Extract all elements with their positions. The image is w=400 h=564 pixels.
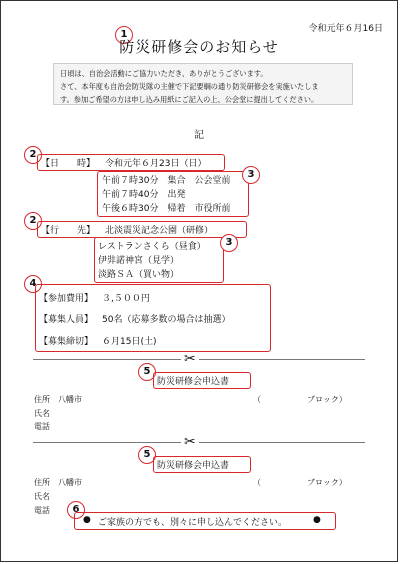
- date-value: 令和元年６月23日（日）: [105, 159, 207, 169]
- notice-bullet-right-icon: ●: [313, 515, 321, 525]
- form-2-block-label: ブロック）: [307, 478, 347, 487]
- deadline-value: ６月15日(土): [102, 337, 157, 347]
- form-1-block-label: ブロック）: [307, 395, 347, 404]
- issue-date: 令和元年６月16日: [308, 24, 383, 34]
- destination-item-2: 伊弉諾神宮（見学）: [98, 256, 180, 266]
- marker-1: 1: [115, 26, 133, 44]
- intro-box: [53, 63, 353, 105]
- time-item-3: 午後６時30分 帰着 市役所前: [102, 204, 231, 214]
- form-1-title: 防災研修会申込書: [157, 377, 230, 387]
- form-2-address-label: 住所: [34, 478, 50, 487]
- cut-line-1: [33, 359, 365, 360]
- marker-4: 4: [24, 275, 42, 293]
- form-2-title: 防災研修会申込書: [157, 461, 230, 471]
- scissors-icon: ✂: [181, 352, 199, 366]
- form-1-name-label: 氏名: [34, 409, 50, 418]
- marker-5-form-2: 5: [138, 446, 156, 464]
- form-1-address-label: 住所: [34, 395, 50, 404]
- cut-line-2: [33, 442, 365, 443]
- notice-bullet-left-icon: ●: [83, 515, 91, 525]
- form-2-address-value: 八幡市: [58, 478, 82, 487]
- destination-label: 【行 先】: [41, 226, 96, 236]
- scissors-icon: ✂: [181, 435, 199, 449]
- destination-item-3: 淡路ＳＡ（買い物）: [98, 270, 180, 280]
- date-label: 【日 時】: [41, 159, 96, 169]
- intro-line-1: 日頃は、自治会活動にご協力いただき、ありがとうございます。: [60, 69, 268, 78]
- form-2-name-label: 氏名: [34, 492, 50, 501]
- form-2-block-open: （: [253, 478, 261, 487]
- marker-3-destinations: 3: [220, 234, 238, 252]
- destination-value: 北淡震災記念公園（研修）: [105, 226, 214, 236]
- time-item-1: 午前７時30分 集合 公会堂前: [102, 176, 231, 186]
- destination-item-1: レストランさくら（昼食）: [98, 242, 206, 252]
- fee-label: 【参加費用】: [39, 294, 94, 304]
- form-1-phone-label: 電話: [34, 422, 50, 431]
- time-item-2: 午前７時40分 出発: [102, 190, 186, 200]
- marker-2-destination: 2: [24, 212, 42, 230]
- ki-heading: 記: [194, 130, 204, 141]
- marker-2-date: 2: [24, 146, 42, 164]
- notice-text: ご家族の方でも、別々に申し込んでください。: [98, 518, 288, 528]
- form-1-block-open: （: [253, 395, 261, 404]
- fee-value: ３,５００円: [102, 294, 150, 304]
- capacity-value: 50名（応募多数の場合は抽選）: [102, 315, 231, 325]
- marker-6: 6: [67, 501, 85, 519]
- deadline-label: 【募集締切】: [39, 337, 94, 347]
- marker-3-times: 3: [242, 166, 260, 184]
- page-title: 防災研修会のお知らせ: [119, 38, 279, 56]
- capacity-label: 【募集人員】: [39, 315, 94, 325]
- form-2-phone-label: 電話: [34, 506, 50, 515]
- form-1-address-value: 八幡市: [58, 395, 82, 404]
- marker-5-form-1: 5: [138, 363, 156, 381]
- intro-line-3: す。参加ご希望の方は申し込み用紙にご記入の上、公会堂に提出してください。: [60, 95, 319, 104]
- intro-line-2: さて、本年度も自治会防災隊の主催で下記要綱の通り防災研修会を実施いたしま: [60, 82, 319, 91]
